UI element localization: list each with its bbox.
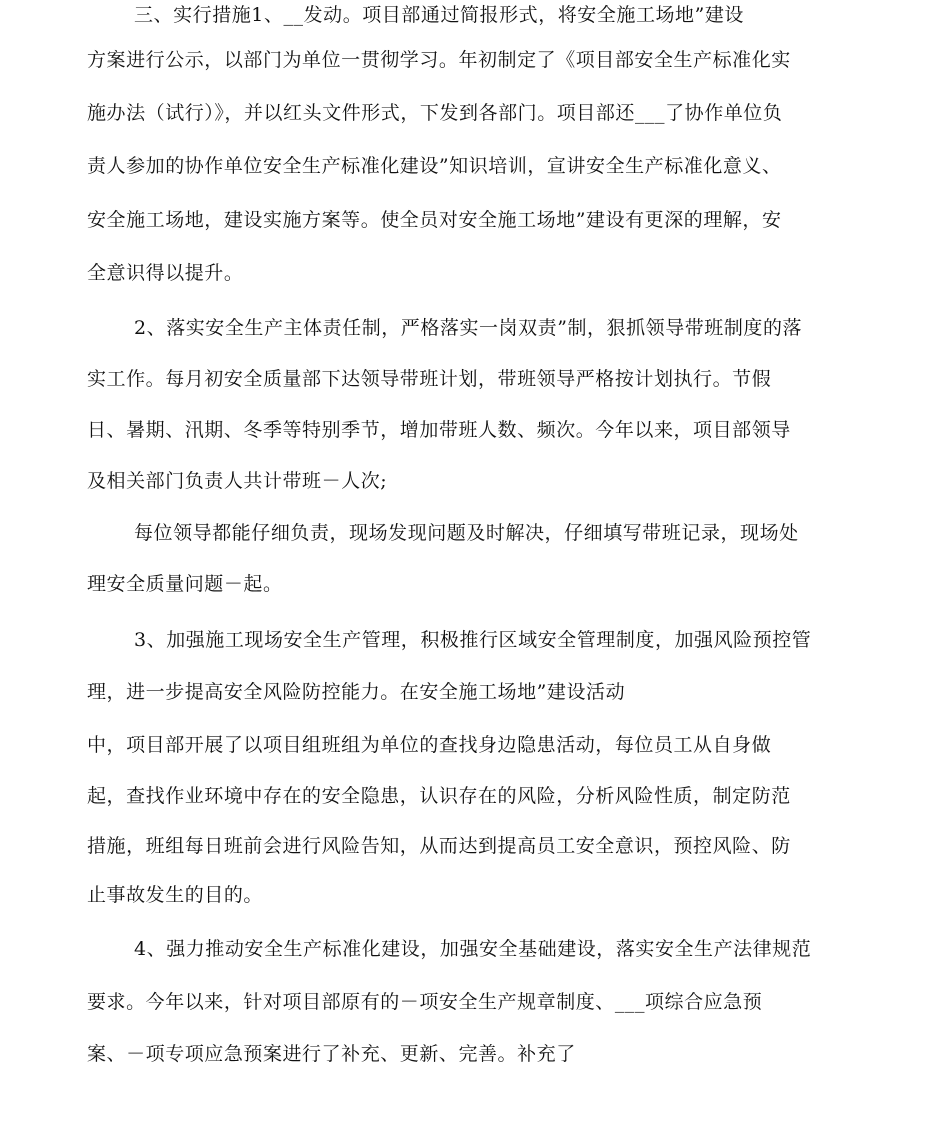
text-line: 及相关部门负责人共计带班－人次; xyxy=(87,470,388,492)
text-line: 实工作。每月初安全质量部下达领导带班计划，带班领导严格按计划执行。节假 xyxy=(87,368,772,390)
text-line: 4、强力推动安全生产标准化建设，加强安全基础建设，落实安全生产法律规范 xyxy=(134,938,812,960)
text-line: 要求。今年以来，针对项目部原有的－项安全生产规章制度、___项综合应急预 xyxy=(87,991,763,1013)
text-line: 措施，班组每日班前会进行风险告知，从而达到提高员工安全意识，预控风险、防 xyxy=(87,835,791,857)
text-line: 方案进行公示，以部门为单位一贯彻学习。年初制定了《项目部安全生产标准化实 xyxy=(87,49,791,71)
text-line: 案、－项专项应急预案进行了补充、更新、完善。补充了 xyxy=(87,1043,576,1065)
text-line: 理，进一步提高安全风险防控能力。在安全施工场地”建设活动 xyxy=(87,681,626,703)
text-line: 每位领导都能仔细负责，现场发现问题及时解决，仔细填写带班记录，现场处 xyxy=(134,522,799,544)
text-line: 三、实行措施1、__发动。项目部通过简报形式，将安全施工场地”建设 xyxy=(134,4,744,26)
text-line: 3、加强施工现场安全生产管理，积极推行区域安全管理制度，加强风险预控管 xyxy=(134,629,812,651)
text-line: 起，查找作业环境中存在的安全隐患，认识存在的风险，分析风险性质，制定防范 xyxy=(87,785,791,807)
text-line: 责人参加的协作单位安全生产标准化建设”知识培训，宣讲安全生产标准化意义、 xyxy=(87,155,782,177)
text-line: 理安全质量问题－起。 xyxy=(87,573,283,595)
text-line: 日、暑期、汛期、冬季等特别季节，增加带班人数、频次。今年以来，项目部领导 xyxy=(87,419,791,441)
text-line: 2、落实安全生产主体责任制，严格落实一岗双责”制，狠抓领导带班制度的落 xyxy=(134,317,803,339)
text-line: 中，项目部开展了以项目组班组为单位的查找身边隐患活动，每位员工从自身做 xyxy=(87,734,772,756)
text-line: 全意识得以提升。 xyxy=(87,262,244,284)
text-line: 止事故发生的目的。 xyxy=(87,884,263,906)
text-line: 施办法（试行）》，并以红头文件形式，下发到各部门。项目部还___了协作单位负 xyxy=(87,102,783,124)
text-line: 安全施工场地，建设实施方案等。使全员对安全施工场地”建设有更深的理解，安 xyxy=(87,209,782,231)
